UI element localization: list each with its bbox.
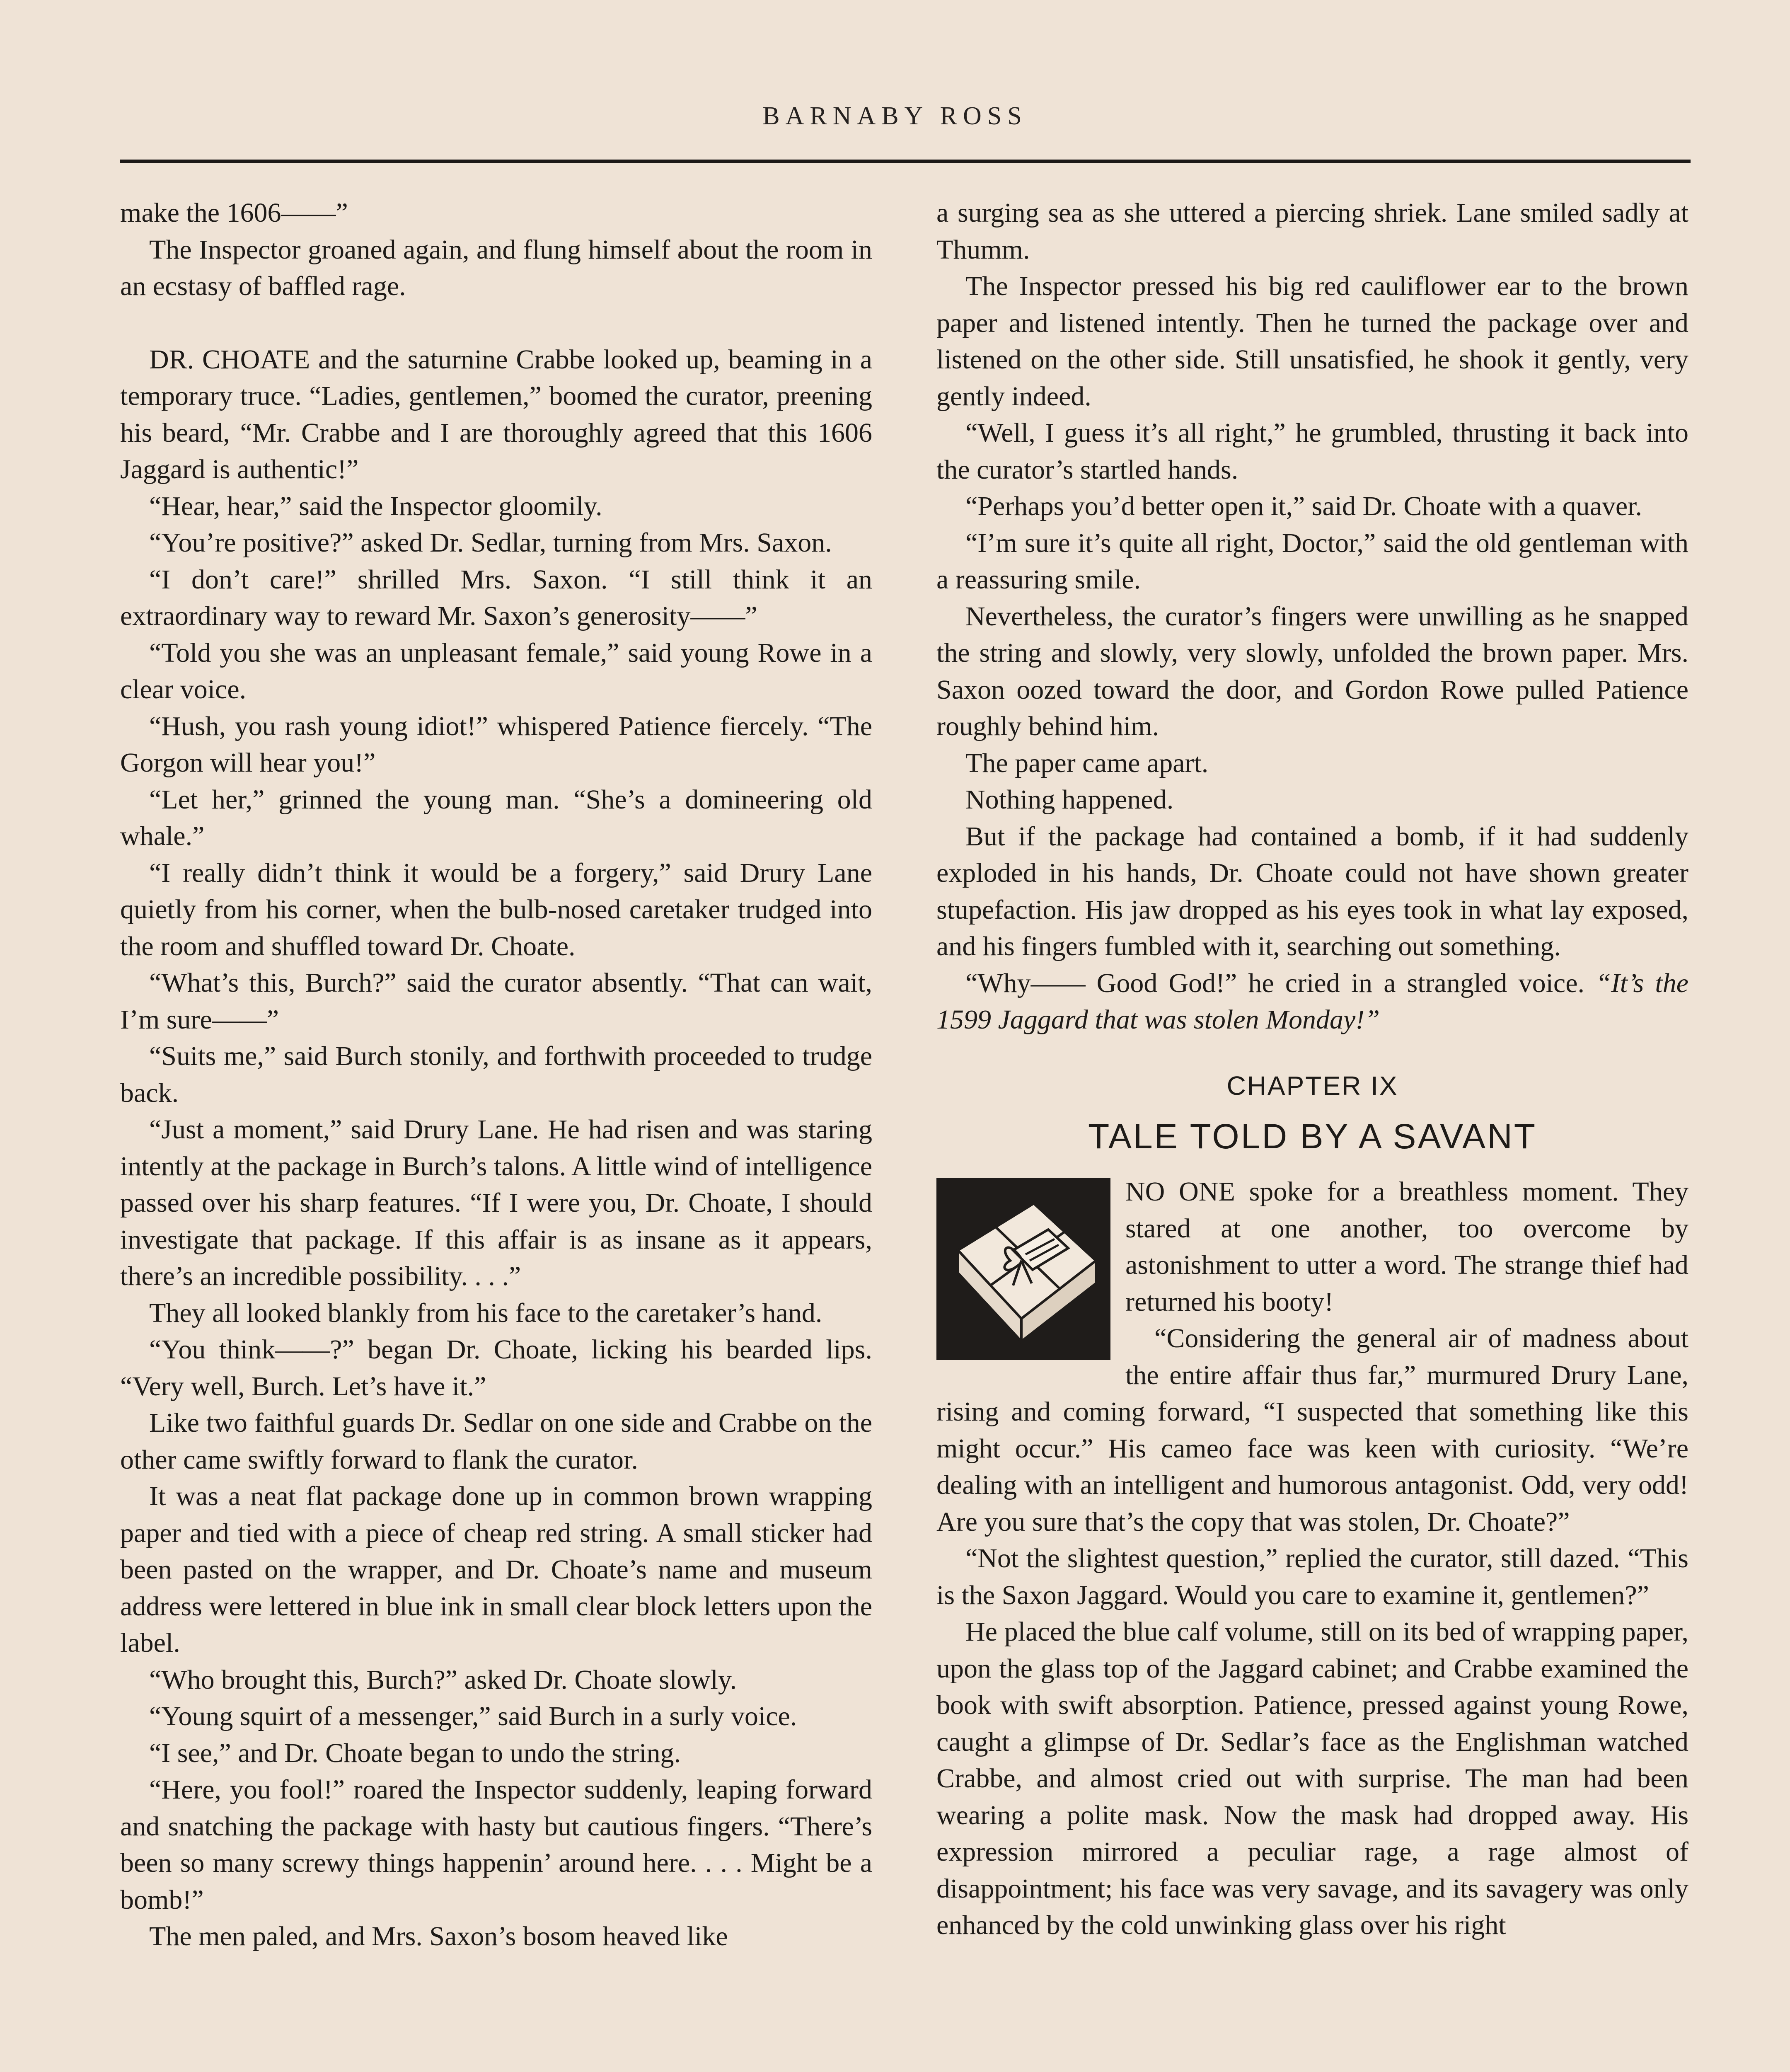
- paragraph: The men paled, and Mrs. Saxon’s bosom heaved like: [149, 1921, 728, 1951]
- paragraph: NO ONE spoke for a breathless moment. They stared at one another, too overcome by astonishment to utter a word. The strange thief had returned his booty!: [1125, 1176, 1688, 1317]
- chapter-number: CHAPTER IX: [1226, 1070, 1398, 1101]
- paragraph: The Inspector groaned again, and flung himself about the room in an ecstasy of baffled rage.: [120, 234, 872, 301]
- header-rule: [120, 160, 1691, 163]
- paragraph: “Not the slightest question,” replied the curator, still dazed. “This is the Saxon Jaggard. Would you care to examine it, gentlemen?”: [936, 1543, 1688, 1610]
- paragraph: “You’re positive?” asked Dr. Sedlar, turning from Mrs. Saxon.: [149, 528, 832, 558]
- paragraph: But if the package had contained a bomb, if it had suddenly exploded in his hands, Dr. Choate could not have shown greater stupefaction. His jaw dropped as his eyes took in what lay exposed, and his fingers fumbled with it, searching out something.: [936, 821, 1688, 961]
- paragraph: “You think——?” began Dr. Choate, licking his bearded lips. “Very well, Burch. Let’s have it.”: [120, 1334, 872, 1402]
- paragraph: “What’s this, Burch?” said the curator absently. “That can wait, I’m sure——”: [120, 968, 872, 1035]
- running-title: BARNABY ROSS: [762, 102, 1028, 130]
- paragraph: The Inspector pressed his big red cauliflower ear to the brown paper and listened intently. Then he turned the package over and listened on the other side. Still unsatisfied, he shook it gently, very gently indeed.: [936, 271, 1688, 411]
- paragraph: It was a neat flat package done up in common brown wrapping paper and tied with a piece of cheap red string. A small sticker had been pasted on the wrapper, and Dr. Choate’s name and museum address were lettered in blue ink in small clear block letters upon the label.: [120, 1481, 872, 1658]
- paragraph: They all looked blankly from his face to the caretaker’s hand.: [149, 1297, 822, 1328]
- paragraph: “Young squirt of a messenger,” said Burch in a surly voice.: [149, 1701, 797, 1731]
- paragraph: make the 1606——”: [120, 198, 348, 228]
- paragraph: a surging sea as she uttered a piercing shriek. Lane smiled sadly at Thumm.: [936, 198, 1688, 265]
- paragraph: “Suits me,” said Burch stonily, and forthwith proceeded to trudge back.: [120, 1041, 872, 1108]
- paragraph: “I’m sure it’s quite all right, Doctor,” said the old gentleman with a reassuring smile.: [936, 528, 1688, 595]
- chapter-body: [936, 1174, 1688, 1944]
- tied-package-icon: [936, 1178, 1110, 1360]
- paragraph: DR. CHOATE and the saturnine Crabbe looked up, beaming in a temporary truce. “Ladies, gentlemen,” boomed the curator, preening his beard, “Mr. Crabbe and I are thoroughly agreed that this 1606 Jaggard is authentic!”: [120, 344, 872, 484]
- paragraph: “I see,” and Dr. Choate began to undo the string.: [149, 1738, 681, 1768]
- paragraph: Like two faithful guards Dr. Sedlar on one side and Crabbe on the other came swiftly forward to flank the curator.: [120, 1408, 872, 1475]
- left-column: [120, 195, 872, 1955]
- paragraph: “I don’t care!” shrilled Mrs. Saxon. “I still think it an extraordinary way to reward Mr. Saxon’s generosity——”: [120, 564, 872, 631]
- paragraph: “Who brought this, Burch?” asked Dr. Choate slowly.: [149, 1664, 737, 1695]
- right-column: [936, 195, 1688, 1944]
- paragraph: “Here, you fool!” roared the Inspector suddenly, leaping forward and snatching the package with hasty but cautious fingers. “There’s been so many screwy things happenin’ around here. . . . Might be a bomb!”: [120, 1774, 872, 1915]
- paragraph: “Hear, hear,” said the Inspector gloomily.: [149, 491, 602, 521]
- paragraph: “Told you she was an unpleasant female,” said young Rowe in a clear voice.: [120, 637, 872, 704]
- paragraph: “Let her,” grinned the young man. “She’s a domineering old whale.”: [120, 784, 872, 851]
- paragraph: “Hush, you rash young idiot!” whispered Patience fiercely. “The Gorgon will hear you!”: [120, 711, 872, 778]
- why-line-text: “Why—— Good God!” he cried in a strangled voice.: [965, 968, 1596, 998]
- paragraph: “Just a moment,” said Drury Lane. He had risen and was staring intently at the package in Burch’s talons. A little wind of intelligence passed over his sharp features. “If I were you, Dr. Choate, I should investigate that package. If this affair is as insane as it appears, there’s an incredible possibility. . . .”: [120, 1114, 872, 1291]
- paragraph: “I really didn’t think it would be a forgery,” said Drury Lane quietly from his corner, when the bulb-nosed caretaker trudged into the room and shuffled toward Dr. Choate.: [120, 857, 872, 961]
- paragraph: The paper came apart.: [965, 748, 1209, 778]
- paragraph: [936, 965, 1688, 1038]
- right-column-top-text: [936, 195, 1688, 965]
- paragraph: Nothing happened.: [965, 784, 1174, 815]
- paragraph: “Considering the general air of madness about the entire affair thus far,” murmured Drury Lane, rising and coming forward, “I suspected that something like this might occur.” His cameo face was keen with curiosity. “We’re dealing with an intelligent and humorous antagonist. Odd, very odd! Are you sure that’s the copy that was stolen, Dr. Choate?”: [936, 1323, 1688, 1537]
- chapter-heading: [936, 1067, 1688, 1157]
- chapter-title: TALE TOLD BY A SAVANT: [1088, 1117, 1537, 1156]
- paragraph: “Perhaps you’d better open it,” said Dr. Choate with a quaver.: [965, 491, 1642, 521]
- stolen-jaggard-exclamation: “It’s the 1599 Jaggard that was stolen Monday!”: [936, 968, 1688, 1035]
- paragraph: Nevertheless, the curator’s fingers were unwilling as he snapped the string and slowly, very slowly, unfolded the brown paper. Mrs. Saxon oozed toward the door, and Gordon Rowe pulled Patience roughly behind him.: [936, 601, 1688, 741]
- paragraph: “Well, I guess it’s all right,” he grumbled, thrusting it back into the curator’s startled hands.: [936, 418, 1688, 485]
- paragraph: He placed the blue calf volume, still on its bed of wrapping paper, upon the glass top of the Jaggard cabinet; and Crabbe examined the book with swift absorption. Patience, pressed against young Rowe, caught a glimpse of Dr. Sedlar’s face as the Englishman watched Crabbe, and almost cried out with surprise. The man had been wearing a polite mask. Now the mask had dropped away. His expression mirrored a peculiar rage, a rage almost of disappointment; his face was very savage, and its savagery was only enhanced by the cold unwinking glass over his right: [936, 1617, 1688, 1940]
